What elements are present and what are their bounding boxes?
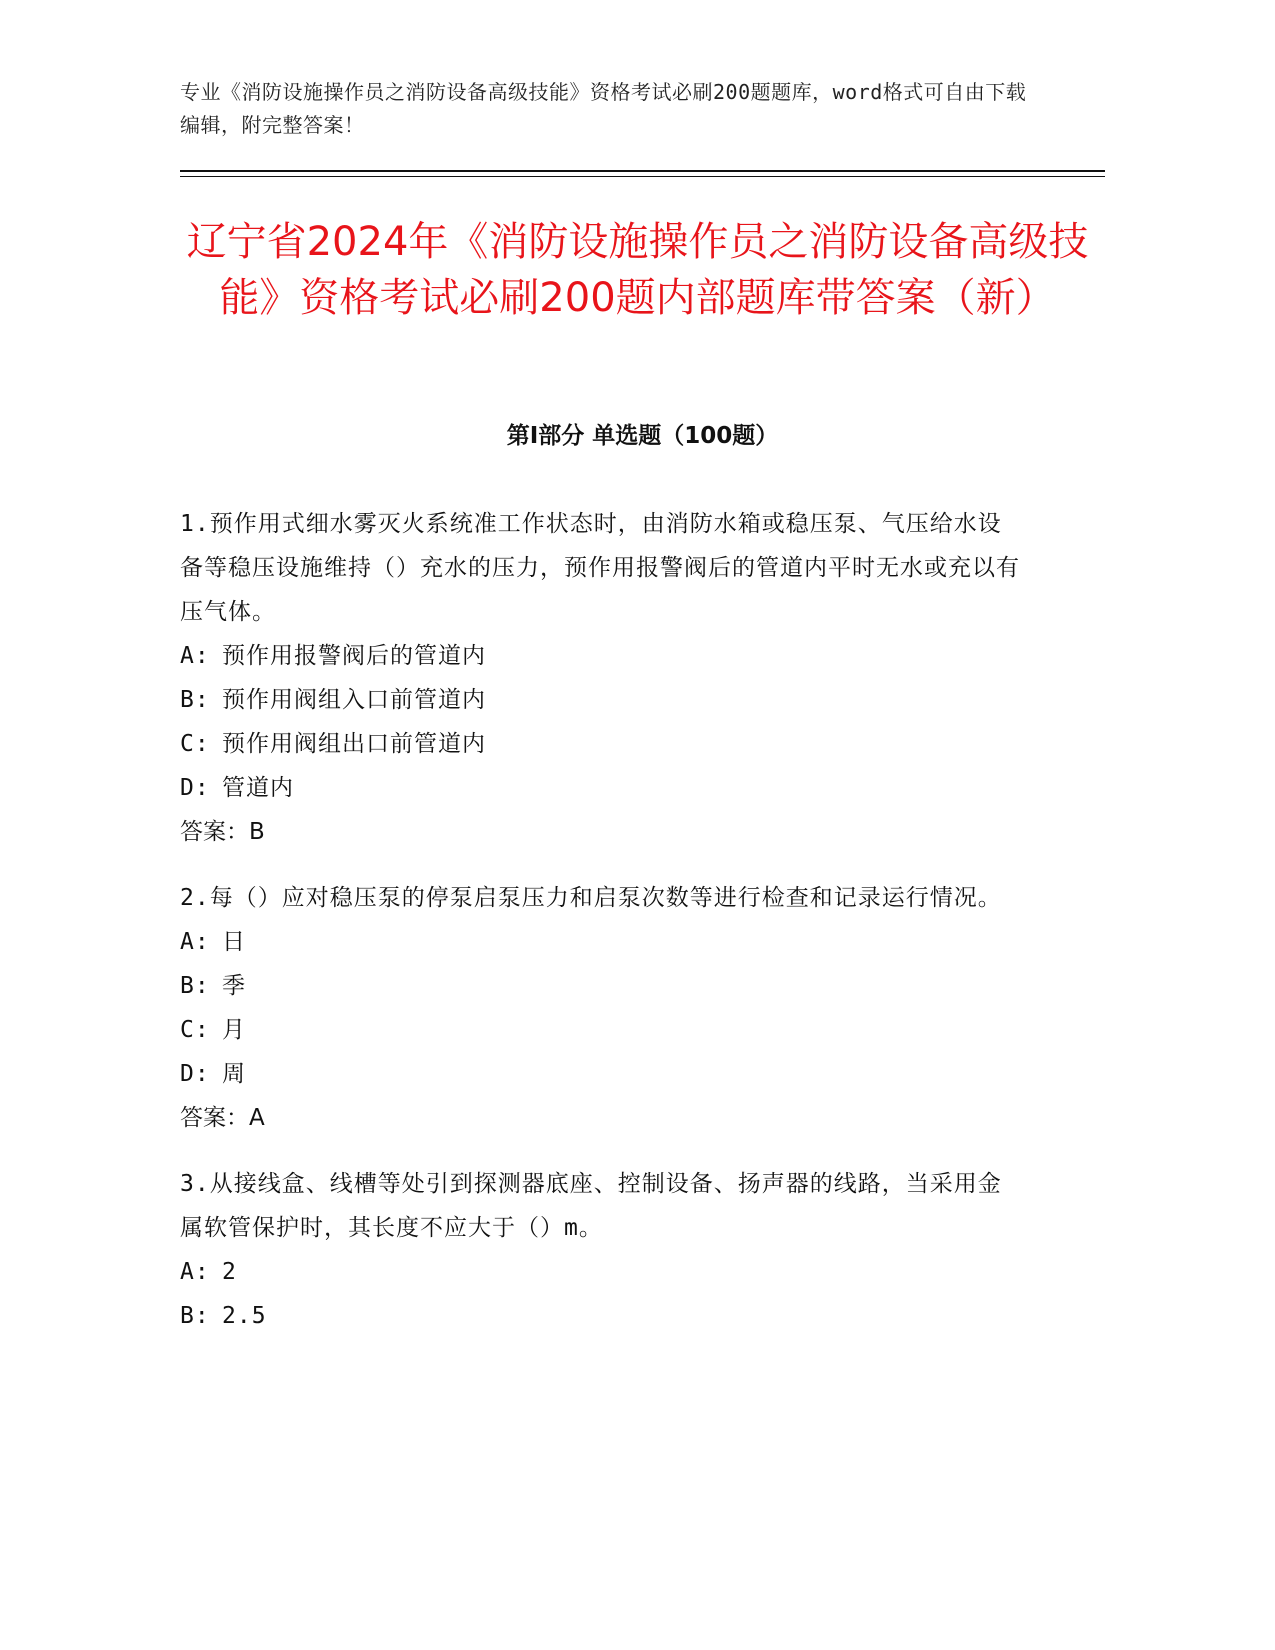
- option-a: [180, 1250, 1020, 1294]
- option-letter: C:: [180, 731, 210, 757]
- question-stem: 2.每（）应对稳压泵的停泵启泵压力和启泵次数等进行检查和记录运行情况。: [180, 885, 1002, 911]
- option-text: 周: [222, 1061, 246, 1087]
- option-text: 2.5: [222, 1303, 267, 1329]
- option-letter: A:: [180, 643, 210, 669]
- option-c: [180, 1008, 1020, 1052]
- option-d: [180, 766, 1020, 810]
- option-letter: D:: [180, 775, 210, 801]
- option-text: 月: [222, 1017, 246, 1043]
- answer-line: 答案：A: [180, 1105, 265, 1131]
- option-b: [180, 678, 1020, 722]
- option-text: 管道内: [222, 775, 294, 801]
- option-a: [180, 920, 1020, 964]
- answer-line: 答案：B: [180, 819, 265, 845]
- question-stem: 1.预作用式细水雾灭火系统准工作状态时，由消防水箱或稳压泵、气压给水设备等稳压设施维持（）充水的压力，预作用报警阀后的管道内平时无水或充以有压气体。: [180, 511, 1020, 625]
- option-letter: B:: [180, 1303, 210, 1329]
- question-2: [180, 876, 1020, 1140]
- option-letter: C:: [180, 1017, 210, 1043]
- section-heading: 第Ⅰ部分 单选题（100题）: [506, 423, 779, 449]
- question-1: [180, 502, 1020, 854]
- question-list: [180, 502, 1020, 1360]
- option-text: 预作用阀组入口前管道内: [222, 687, 486, 713]
- option-letter: A:: [180, 929, 210, 955]
- option-text: 预作用报警阀后的管道内: [222, 643, 486, 669]
- option-b: [180, 964, 1020, 1008]
- option-letter: D:: [180, 1061, 210, 1087]
- option-text: 预作用阀组出口前管道内: [222, 731, 486, 757]
- option-letter: B:: [180, 973, 210, 999]
- header-note: 专业《消防设施操作员之消防设备高级技能》资格考试必刷200题题库，word格式可自由下载编辑，附完整答案！: [180, 80, 1027, 137]
- option-b: [180, 1294, 1020, 1338]
- question-3: [180, 1162, 1020, 1338]
- option-text: 2: [222, 1259, 237, 1285]
- option-d: [180, 1052, 1020, 1096]
- option-a: [180, 634, 1020, 678]
- option-c: [180, 722, 1020, 766]
- question-stem: 3.从接线盒、线槽等处引到探测器底座、控制设备、扬声器的线路，当采用金属软管保护时，其长度不应大于（）m。: [180, 1171, 1002, 1241]
- option-text: 季: [222, 973, 246, 999]
- document-title: 辽宁省2024年《消防设施操作员之消防设备高级技能》资格考试必刷200题内部题库带答案（新）: [186, 219, 1089, 321]
- option-text: 日: [222, 929, 246, 955]
- header-divider-thin: [180, 176, 1105, 177]
- header-divider-thick: [180, 170, 1105, 172]
- option-letter: A:: [180, 1259, 210, 1285]
- option-letter: B:: [180, 687, 210, 713]
